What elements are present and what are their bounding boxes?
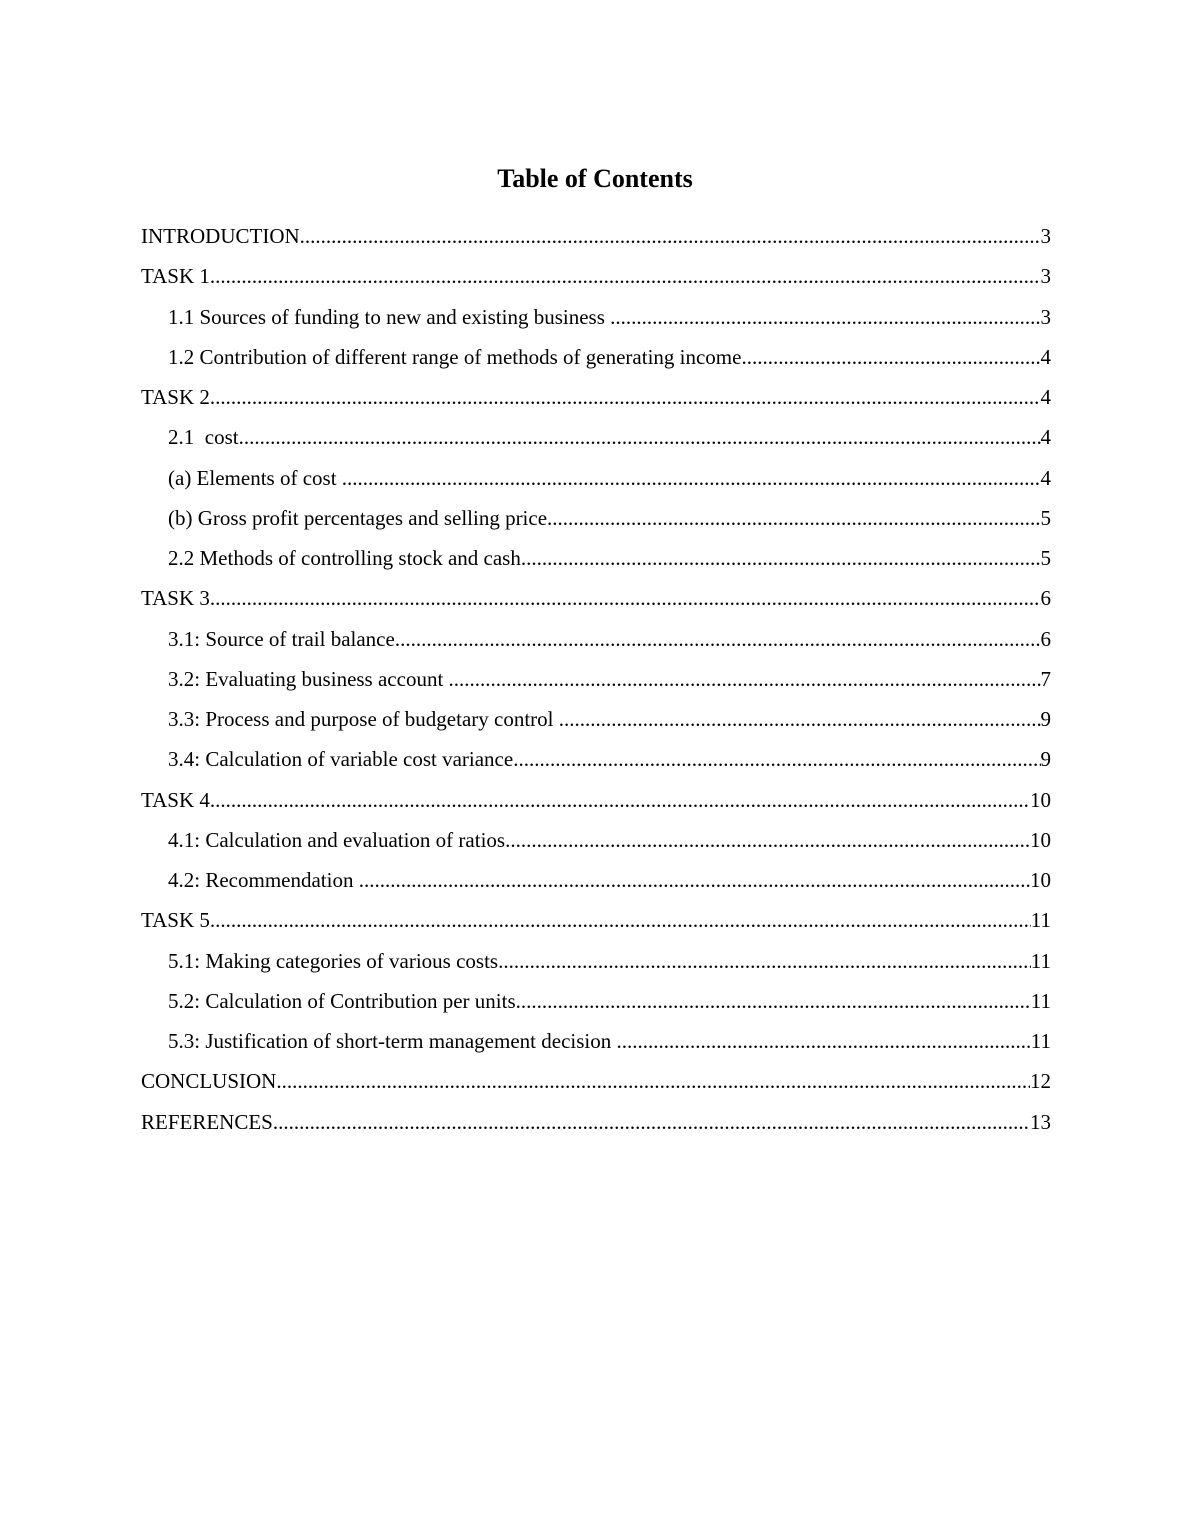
toc-entry[interactable] (141, 503, 1051, 543)
toc-entry[interactable] (141, 583, 1051, 623)
toc-entry[interactable] (141, 382, 1051, 422)
toc-page-number: 10 (1030, 868, 1051, 892)
toc-page-number: 4 (1040, 344, 1051, 369)
toc-page-number: 6 (1040, 626, 1051, 651)
toc-dot-leader (276, 1066, 1030, 1096)
toc-page-number: 4 (1040, 385, 1051, 409)
toc-dot-leader (359, 865, 1030, 895)
toc-entry-label: INTRODUCTION (141, 224, 300, 248)
toc-page-number: 3 (1040, 264, 1051, 289)
toc-dot-leader (342, 463, 1041, 493)
toc-dot-leader (239, 422, 1041, 452)
toc-entry-label: REFERENCES (141, 1109, 273, 1134)
toc-page-number: 3 (1040, 304, 1051, 329)
toc-dot-leader (210, 785, 1030, 815)
toc-entry[interactable] (141, 302, 1051, 342)
toc-page-number: 10 (1030, 787, 1051, 812)
toc-entry-label: 5.3: Justification of short-term management decision (168, 1029, 617, 1053)
toc-entry-label: TASK 5 (141, 908, 210, 933)
toc-entry-label: 1.1 Sources of funding to new and existing business (168, 304, 611, 329)
toc-entry-label: 3.3: Process and purpose of budgetary control (168, 707, 559, 731)
toc-entry[interactable] (141, 946, 1051, 986)
toc-dot-leader (516, 986, 1031, 1016)
toc-page-number: 11 (1030, 908, 1051, 933)
toc-entry[interactable] (141, 704, 1051, 744)
toc-dot-leader (616, 1026, 1030, 1056)
toc-entry-label: CONCLUSION (141, 1069, 277, 1094)
toc-entry-label: 3.4: Calculation of variable cost variance (168, 747, 514, 772)
toc-entry-label: 5.2: Calculation of Contribution per units (168, 988, 516, 1013)
toc-entry-label: TASK 3 (141, 586, 210, 611)
toc-page-number: 13 (1030, 1109, 1051, 1134)
toc-page-number: 3 (1040, 224, 1051, 248)
toc-page-number: 4 (1040, 425, 1051, 450)
toc-dot-leader (300, 221, 1041, 251)
toc-dot-leader (505, 825, 1030, 855)
toc-dot-leader (395, 624, 1041, 654)
toc-entry[interactable] (141, 905, 1051, 945)
toc-entry[interactable] (141, 342, 1051, 382)
toc-page-number: 5 (1040, 505, 1051, 530)
toc-entry-label: 1.2 Contribution of different range of methods of generating income (168, 344, 742, 369)
toc-dot-leader (521, 543, 1041, 573)
toc-entry[interactable] (141, 1107, 1051, 1147)
toc-entry[interactable] (141, 986, 1051, 1026)
toc-entry-label: TASK 2 (141, 385, 210, 409)
toc-entry[interactable] (141, 664, 1051, 704)
toc-page-number: 9 (1040, 707, 1051, 731)
toc-entry[interactable] (141, 463, 1051, 503)
toc-dot-leader (559, 704, 1041, 734)
toc-page-number: 11 (1030, 1029, 1051, 1053)
toc-page-number: 6 (1040, 586, 1051, 611)
toc-page-number: 5 (1040, 546, 1051, 570)
toc-entry[interactable] (141, 543, 1051, 583)
toc-entry[interactable] (141, 744, 1051, 784)
toc-entry-label: 4.2: Recommendation (168, 868, 359, 892)
toc-dot-leader (449, 664, 1041, 694)
toc-dot-leader (513, 744, 1040, 774)
toc-dot-leader (273, 1107, 1030, 1137)
toc-entry[interactable] (141, 221, 1051, 261)
toc-dot-leader (741, 342, 1040, 372)
toc-entry-label: 3.2: Evaluating business account (168, 666, 449, 691)
toc-entry-label: 4.1: Calculation and evaluation of ratios (168, 827, 506, 852)
toc-entry-label: 5.1: Making categories of various costs (168, 948, 499, 973)
toc-entry[interactable] (141, 624, 1051, 664)
toc-entry-label: 3.1: Source of trail balance (168, 626, 395, 651)
toc-dot-leader (210, 382, 1041, 412)
toc-page-number: 7 (1040, 666, 1051, 691)
toc-page-number: 4 (1040, 465, 1051, 490)
toc-entry[interactable] (141, 865, 1051, 905)
toc-dot-leader (210, 261, 1041, 291)
toc-entry[interactable] (141, 785, 1051, 825)
toc-entry-label: TASK 4 (141, 787, 210, 812)
toc-entry-label: 2.2 Methods of controlling stock and cash (168, 546, 521, 570)
toc-page-number: 11 (1030, 988, 1051, 1013)
toc-dot-leader (547, 503, 1040, 533)
toc-entry[interactable] (141, 825, 1051, 865)
toc-dot-leader (610, 302, 1040, 332)
toc-entry[interactable] (141, 422, 1051, 462)
toc-dot-leader (210, 583, 1041, 613)
toc-dot-leader (498, 946, 1031, 976)
toc-entry[interactable] (141, 1026, 1051, 1066)
toc-list (141, 221, 1051, 1147)
toc-page-number: 10 (1030, 827, 1051, 852)
toc-page-number: 12 (1030, 1069, 1051, 1094)
toc-entry-label: (b) Gross profit percentages and selling price (168, 505, 548, 530)
toc-entry-label: 2.1 cost (168, 425, 239, 450)
toc-entry-label: TASK 1 (141, 264, 210, 289)
toc-entry-label: (a) Elements of cost (168, 465, 342, 490)
toc-title: Table of Contents (497, 164, 693, 193)
toc-dot-leader (210, 905, 1031, 935)
toc-page-number: 11 (1030, 948, 1051, 973)
toc-entry[interactable] (141, 1066, 1051, 1106)
toc-page-number: 9 (1040, 747, 1051, 772)
toc-entry[interactable] (141, 261, 1051, 301)
